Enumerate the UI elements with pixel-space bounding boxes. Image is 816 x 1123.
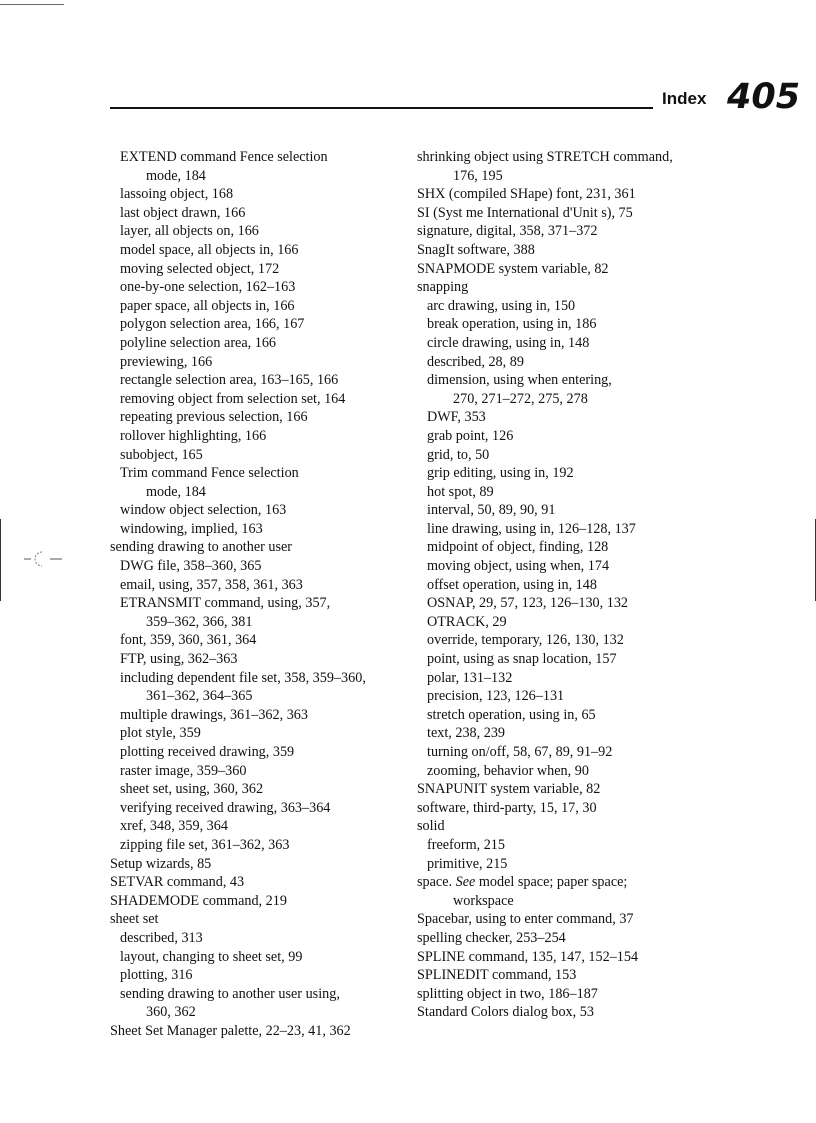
index-entry <box>110 278 410 297</box>
index-entry <box>110 501 410 520</box>
index-entry-text: SnagIt software, 388 <box>417 241 535 258</box>
index-entry <box>110 315 410 334</box>
index-entry-text: rollover highlighting, 166 <box>120 427 267 444</box>
index-entry <box>417 966 717 985</box>
index-entry <box>110 613 410 632</box>
header-rule <box>110 107 653 109</box>
index-entry <box>110 966 410 985</box>
index-entry-text: xref, 348, 359, 364 <box>120 818 228 835</box>
index-entry-text: primitive, 215 <box>427 855 508 872</box>
index-entry-text: layer, all objects on, 166 <box>120 223 259 240</box>
index-entry <box>110 446 410 465</box>
index-entry <box>417 1003 717 1022</box>
index-entry-text: email, using, 357, 358, 361, 363 <box>120 576 303 593</box>
index-entry <box>417 371 717 390</box>
index-entry-text: font, 359, 360, 361, 364 <box>120 632 257 649</box>
index-entry-text: Sheet Set Manager palette, 22–23, 41, 362 <box>110 1022 351 1039</box>
left-edge-mark <box>0 519 1 601</box>
index-entry <box>110 724 410 743</box>
index-entry <box>417 780 717 799</box>
index-entry-text: moving selected object, 172 <box>120 260 280 277</box>
index-entry <box>417 334 717 353</box>
index-entry <box>110 1003 410 1022</box>
index-entry <box>417 948 717 967</box>
index-entry-text: polygon selection area, 166, 167 <box>120 316 305 333</box>
index-entry-text: text, 238, 239 <box>427 725 506 742</box>
index-entry <box>417 762 717 781</box>
index-entry-text: Trim command Fence selection <box>120 465 299 482</box>
index-entry-text: including dependent file set, 358, 359–360, <box>120 669 366 686</box>
index-entry-text: SNAPMODE system variable, 82 <box>417 260 609 277</box>
index-entry <box>110 985 410 1004</box>
index-entry-text: OSNAP, 29, 57, 123, 126–130, 132 <box>427 595 629 612</box>
index-entry-text: turning on/off, 58, 67, 89, 91–92 <box>427 744 613 760</box>
index-entry <box>110 836 410 855</box>
index-entry-text: dimension, using when entering, <box>427 372 612 389</box>
index-entry-text: FTP, using, 362–363 <box>120 651 238 668</box>
index-entry <box>110 204 410 223</box>
index-entry <box>110 706 410 725</box>
index-entry-text: window object selection, 163 <box>120 502 287 519</box>
see-reference-target: model space; paper space; <box>475 874 628 891</box>
index-entry <box>110 631 410 650</box>
index-entry <box>110 762 410 781</box>
see-reference: See <box>455 874 476 891</box>
index-entry-text: offset operation, using in, 148 <box>427 576 597 593</box>
index-entry-text: EXTEND command Fence selection <box>120 149 328 165</box>
index-entry <box>110 873 410 892</box>
index-entry-text: described, 28, 89 <box>427 353 524 370</box>
index-entry <box>110 222 410 241</box>
index-entry-text: repeating previous selection, 166 <box>120 409 308 426</box>
index-entry <box>110 576 410 595</box>
index-entry <box>110 390 410 409</box>
registration-mark-icon <box>22 549 66 569</box>
index-entry-text: layout, changing to sheet set, 99 <box>120 948 303 965</box>
index-entry-text: midpoint of object, finding, 128 <box>427 539 609 556</box>
index-entry-text: workspace <box>453 892 514 909</box>
index-entry-text: plotting, 316 <box>120 967 193 984</box>
index-entry <box>417 501 717 520</box>
index-entry-text: break operation, using in, 186 <box>427 316 597 333</box>
index-entry <box>417 148 717 167</box>
index-entry-text: raster image, 359–360 <box>120 762 247 779</box>
index-entry <box>110 929 410 948</box>
index-entry-text: multiple drawings, 361–362, 363 <box>120 706 308 723</box>
index-entry <box>417 724 717 743</box>
index-entry <box>110 427 410 446</box>
index-entry <box>110 892 410 911</box>
index-entry <box>110 464 410 483</box>
index-entry-text: DWF, 353 <box>427 409 486 426</box>
index-entry <box>110 148 410 167</box>
index-column-left <box>110 148 410 1041</box>
index-entry <box>110 650 410 669</box>
index-entry <box>417 427 717 446</box>
index-entry-text: SPLINE command, 135, 147, 152–154 <box>417 948 639 965</box>
index-entry <box>417 892 717 911</box>
index-entry <box>110 1022 410 1041</box>
index-entry <box>417 167 717 186</box>
index-entry-text: point, using as snap location, 157 <box>427 651 617 668</box>
index-entry <box>417 929 717 948</box>
index-entry <box>417 557 717 576</box>
index-entry <box>417 799 717 818</box>
index-entry-text: precision, 123, 126–131 <box>427 688 565 705</box>
index-entry <box>417 985 717 1004</box>
index-entry-text: line drawing, using in, 126–128, 137 <box>427 520 636 537</box>
index-entry-text: plot style, 359 <box>120 725 201 742</box>
index-entry-text: zipping file set, 361–362, 363 <box>120 836 290 853</box>
index-entry-text: shrinking object using STRETCH command, <box>417 149 673 165</box>
index-entry <box>417 613 717 632</box>
index-entry-text: windowing, implied, 163 <box>120 520 263 537</box>
index-entry-text: SPLINEDIT command, 153 <box>417 967 577 984</box>
index-entry-text: SHX (compiled SHape) font, 231, 361 <box>417 186 636 203</box>
index-entry-text: software, third-party, 15, 17, 30 <box>417 799 597 816</box>
index-entry-text: OTRACK, 29 <box>427 613 507 630</box>
index-entry-text: sheet set <box>110 911 159 928</box>
index-entry <box>417 185 717 204</box>
index-entry-text: 359–362, 366, 381 <box>146 613 253 630</box>
index-entry <box>417 241 717 260</box>
index-entry-text: solid <box>417 818 445 835</box>
index-entry <box>110 910 410 929</box>
index-entry-text: sending drawing to another user <box>110 539 293 556</box>
index-entry <box>417 855 717 874</box>
index-entry <box>110 483 410 502</box>
index-entry <box>417 538 717 557</box>
index-entry <box>110 408 410 427</box>
index-entry <box>417 408 717 427</box>
index-entry <box>110 260 410 279</box>
index-entry-text: snapping <box>417 279 469 296</box>
index-entry-text: grid, to, 50 <box>427 446 490 463</box>
index-entry-text: grab point, 126 <box>427 427 514 444</box>
index-entry-text: spelling checker, 253–254 <box>417 929 566 946</box>
index-entry <box>110 948 410 967</box>
index-entry <box>110 817 410 836</box>
index-entry-text: mode, 184 <box>146 167 206 184</box>
index-entry <box>417 910 717 929</box>
index-entry <box>110 371 410 390</box>
index-entry-text: model space, all objects in, 166 <box>120 241 299 258</box>
index-entry-text: 270, 271–272, 275, 278 <box>453 390 588 407</box>
index-entry-text: ETRANSMIT command, using, 357, <box>120 595 331 612</box>
index-entry-text: paper space, all objects in, 166 <box>120 297 295 314</box>
index-entry <box>417 576 717 595</box>
index-entry <box>417 464 717 483</box>
index-entry <box>417 873 717 892</box>
index-entry <box>110 241 410 260</box>
index-entry-text: verifying received drawing, 363–364 <box>120 799 331 816</box>
index-entry <box>110 297 410 316</box>
index-entry-text: lassoing object, 168 <box>120 186 234 203</box>
index-entry-text: signature, digital, 358, 371–372 <box>417 223 598 240</box>
index-entry-text: DWG file, 358–360, 365 <box>120 558 262 575</box>
index-entry <box>110 799 410 818</box>
index-entry-text: 360, 362 <box>146 1004 196 1021</box>
index-entry <box>110 669 410 688</box>
index-entry <box>110 167 410 186</box>
index-entry <box>417 204 717 223</box>
index-entry-text: splitting object in two, 186–187 <box>417 985 598 1002</box>
index-entry <box>110 594 410 613</box>
index-entry <box>110 520 410 539</box>
index-entry-text: arc drawing, using in, 150 <box>427 297 576 314</box>
index-entry-text: previewing, 166 <box>120 353 213 370</box>
index-entry-text: Setup wizards, 85 <box>110 855 212 872</box>
index-entry-text: last object drawn, 166 <box>120 204 246 221</box>
index-entry-text: hot spot, 89 <box>427 483 494 500</box>
index-entry <box>417 687 717 706</box>
index-entry-text: stretch operation, using in, 65 <box>427 706 596 723</box>
index-entry <box>110 855 410 874</box>
index-entry-text: space. <box>417 874 453 891</box>
index-entry-text: polar, 131–132 <box>427 669 513 686</box>
index-entry-text: grip editing, using in, 192 <box>427 465 574 482</box>
index-entry-text: removing object from selection set, 164 <box>120 390 346 407</box>
index-entry-text: rectangle selection area, 163–165, 166 <box>120 372 339 389</box>
index-entry-text: zooming, behavior when, 90 <box>427 762 589 779</box>
index-entry <box>417 278 717 297</box>
index-entry <box>417 446 717 465</box>
index-entry-text: SNAPUNIT system variable, 82 <box>417 781 601 798</box>
index-entry-text: sending drawing to another user using, <box>120 985 340 1002</box>
index-entry-text: one-by-one selection, 162–163 <box>120 279 296 296</box>
running-header: Index <box>662 89 707 108</box>
index-entry <box>417 650 717 669</box>
index-entry-text: sheet set, using, 360, 362 <box>120 781 264 798</box>
index-entry <box>417 520 717 539</box>
index-entry <box>417 260 717 279</box>
index-entry <box>417 631 717 650</box>
index-entry <box>110 334 410 353</box>
index-entry <box>417 706 717 725</box>
index-entry <box>110 557 410 576</box>
index-entry-text: 361–362, 364–365 <box>146 688 253 705</box>
index-entry <box>417 315 717 334</box>
index-entry-text: moving object, using when, 174 <box>427 558 610 575</box>
index-entry <box>417 743 717 762</box>
index-entry <box>417 669 717 688</box>
index-entry <box>110 780 410 799</box>
index-entry-text: SETVAR command, 43 <box>110 874 245 891</box>
index-entry <box>110 687 410 706</box>
page-number: 405 <box>727 77 801 117</box>
index-entry-text: subobject, 165 <box>120 446 203 463</box>
index-entry <box>417 390 717 409</box>
index-entry-text: SHADEMODE command, 219 <box>110 892 287 909</box>
index-entry-text: mode, 184 <box>146 483 206 500</box>
index-entry-text: interval, 50, 89, 90, 91 <box>427 502 556 519</box>
index-entry-text: SI (Syst me International d'Unit s), 75 <box>417 204 633 221</box>
index-entry <box>417 483 717 502</box>
index-entry-text: circle drawing, using in, 148 <box>427 334 590 351</box>
index-entry-text: polyline selection area, 166 <box>120 334 277 351</box>
index-entry-text: described, 313 <box>120 929 203 946</box>
index-entry-text: Standard Colors dialog box, 53 <box>417 1004 594 1021</box>
top-crop-mark <box>0 4 64 5</box>
index-entry <box>110 353 410 372</box>
index-entry <box>417 353 717 372</box>
index-entry <box>417 594 717 613</box>
index-entry-text: 176, 195 <box>453 167 503 184</box>
index-entry <box>417 836 717 855</box>
index-entry <box>417 222 717 241</box>
index-entry <box>110 743 410 762</box>
index-entry-text: freeform, 215 <box>427 836 505 853</box>
index-column-right <box>417 148 717 1022</box>
index-entry <box>110 185 410 204</box>
index-entry <box>417 297 717 316</box>
index-entry-text: override, temporary, 126, 130, 132 <box>427 632 624 649</box>
index-entry-text: Spacebar, using to enter command, 37 <box>417 911 634 928</box>
index-entry-text: plotting received drawing, 359 <box>120 744 295 760</box>
index-entry <box>110 538 410 557</box>
index-entry <box>417 817 717 836</box>
